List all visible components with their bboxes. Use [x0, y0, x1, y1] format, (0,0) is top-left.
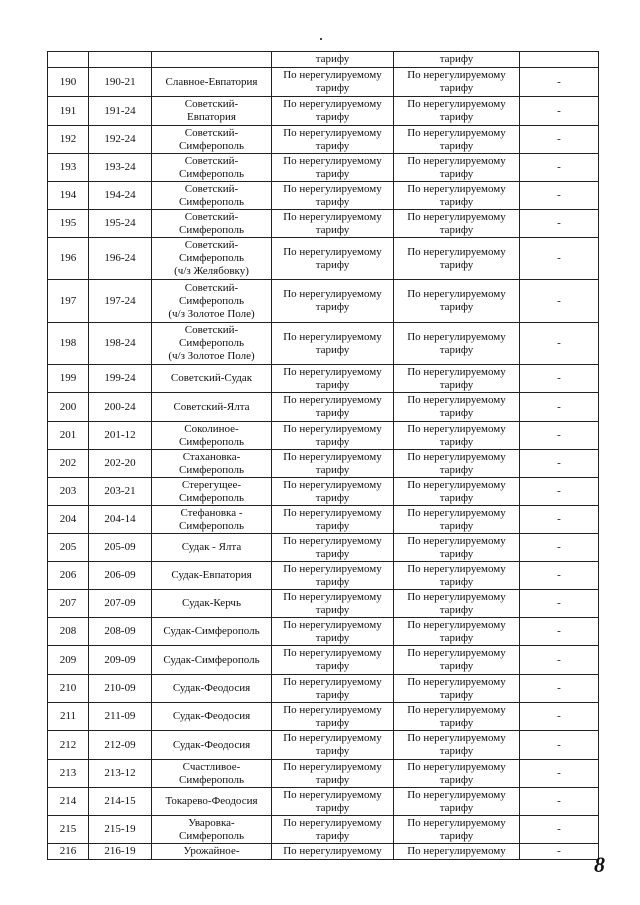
- cell-route: Судак-Симферополь: [152, 646, 272, 675]
- cell-extra: -: [520, 788, 599, 816]
- table-row: [48, 844, 599, 860]
- cell-code: 203-21: [89, 478, 152, 506]
- cell-extra: -: [520, 68, 599, 97]
- cell-num: 196: [48, 238, 89, 280]
- cell-extra: -: [520, 506, 599, 534]
- cell-tariff-2: По нерегулируемому тарифу: [394, 590, 520, 618]
- routes-table: [47, 51, 599, 860]
- table-row: [48, 618, 599, 646]
- routes-table-body: [48, 52, 599, 860]
- cell-tariff-1: По нерегулируемому тарифу: [272, 618, 394, 646]
- cell-num: 214: [48, 788, 89, 816]
- cell-code: 208-09: [89, 618, 152, 646]
- cell-extra: -: [520, 365, 599, 393]
- cell-code: 190-21: [89, 68, 152, 97]
- cell-code: [89, 52, 152, 68]
- cell-tariff-1: По нерегулируемому тарифу: [272, 562, 394, 590]
- cell-code: 204-14: [89, 506, 152, 534]
- cell-extra: -: [520, 731, 599, 760]
- cell-code: 211-09: [89, 703, 152, 731]
- table-row: [48, 393, 599, 422]
- cell-num: 191: [48, 97, 89, 126]
- cell-code: 212-09: [89, 731, 152, 760]
- cell-num: 195: [48, 210, 89, 238]
- table-row: [48, 280, 599, 323]
- cell-route: Токарево-Феодосия: [152, 788, 272, 816]
- table-row: [48, 562, 599, 590]
- cell-tariff-1: По нерегулируемому тарифу: [272, 731, 394, 760]
- cell-tariff-2: По нерегулируемому тарифу: [394, 182, 520, 210]
- cell-extra: -: [520, 182, 599, 210]
- table-row: [48, 365, 599, 393]
- cell-tariff-1: По нерегулируемому тарифу: [272, 68, 394, 97]
- cell-tariff-2: По нерегулируемому тарифу: [394, 646, 520, 675]
- cell-tariff-2: По нерегулируемому тарифу: [394, 422, 520, 450]
- cell-num: 194: [48, 182, 89, 210]
- cell-code: 209-09: [89, 646, 152, 675]
- cell-tariff-2: По нерегулируемому тарифу: [394, 562, 520, 590]
- cell-route: Судак - Ялта: [152, 534, 272, 562]
- cell-tariff-1: По нерегулируемому тарифу: [272, 154, 394, 182]
- cell-num: 201: [48, 422, 89, 450]
- cell-tariff-2: По нерегулируемому тарифу: [394, 280, 520, 323]
- cell-code: 216-19: [89, 844, 152, 860]
- cell-tariff-1: По нерегулируемому тарифу: [272, 506, 394, 534]
- table-row: [48, 788, 599, 816]
- cell-tariff-1: По нерегулируемому тарифу: [272, 210, 394, 238]
- cell-extra: -: [520, 703, 599, 731]
- cell-tariff-1: По нерегулируемому тарифу: [272, 126, 394, 154]
- cell-tariff-2: По нерегулируемому тарифу: [394, 238, 520, 280]
- cell-route: Советский- Симферополь (ч/з Золотое Поле): [152, 323, 272, 365]
- cell-route: Судак-Феодосия: [152, 731, 272, 760]
- cell-tariff-2: По нерегулируемому тарифу: [394, 68, 520, 97]
- cell-extra: -: [520, 618, 599, 646]
- cell-num: 212: [48, 731, 89, 760]
- cell-num: 197: [48, 280, 89, 323]
- cell-extra: -: [520, 646, 599, 675]
- cell-tariff-2: По нерегулируемому тарифу: [394, 450, 520, 478]
- cell-code: 214-15: [89, 788, 152, 816]
- cell-num: 215: [48, 816, 89, 844]
- table-row: [48, 703, 599, 731]
- cell-tariff-2: По нерегулируемому тарифу: [394, 393, 520, 422]
- cell-route: Судак-Симферополь: [152, 618, 272, 646]
- cell-code: 207-09: [89, 590, 152, 618]
- cell-code: 198-24: [89, 323, 152, 365]
- cell-route: Советский- Симферополь: [152, 154, 272, 182]
- cell-route: Советский- Симферополь: [152, 210, 272, 238]
- table-row: [48, 506, 599, 534]
- cell-tariff-1: По нерегулируемому тарифу: [272, 816, 394, 844]
- cell-num: 193: [48, 154, 89, 182]
- cell-tariff-2: По нерегулируемому тарифу: [394, 675, 520, 703]
- cell-num: 210: [48, 675, 89, 703]
- cell-extra: -: [520, 323, 599, 365]
- cell-tariff-2: По нерегулируемому тарифу: [394, 760, 520, 788]
- cell-tariff-2: По нерегулируемому тарифу: [394, 365, 520, 393]
- cell-tariff-2: По нерегулируемому тарифу: [394, 618, 520, 646]
- cell-num: 202: [48, 450, 89, 478]
- cell-route: Урожайное-: [152, 844, 272, 860]
- cell-tariff-1: По нерегулируемому: [272, 844, 394, 860]
- cell-code: 191-24: [89, 97, 152, 126]
- cell-route: Советский-Судак: [152, 365, 272, 393]
- cell-route: Славное-Евпатория: [152, 68, 272, 97]
- table-row: [48, 675, 599, 703]
- cell-extra: -: [520, 126, 599, 154]
- cell-extra: [520, 52, 599, 68]
- table-row: [48, 590, 599, 618]
- cell-tariff-2: По нерегулируемому: [394, 844, 520, 860]
- table-row: [48, 154, 599, 182]
- cell-tariff-2: По нерегулируемому тарифу: [394, 323, 520, 365]
- cell-tariff-1: По нерегулируемому тарифу: [272, 97, 394, 126]
- cell-tariff-2: По нерегулируемому тарифу: [394, 478, 520, 506]
- cell-tariff-2: тарифу: [394, 52, 520, 68]
- cell-num: 198: [48, 323, 89, 365]
- cell-tariff-2: По нерегулируемому тарифу: [394, 816, 520, 844]
- cell-code: 195-24: [89, 210, 152, 238]
- cell-tariff-2: По нерегулируемому тарифу: [394, 506, 520, 534]
- cell-tariff-2: По нерегулируемому тарифу: [394, 703, 520, 731]
- table-row: [48, 816, 599, 844]
- cell-tariff-1: По нерегулируемому тарифу: [272, 393, 394, 422]
- cell-extra: -: [520, 760, 599, 788]
- cell-route: Судак-Феодосия: [152, 675, 272, 703]
- cell-num: 207: [48, 590, 89, 618]
- cell-extra: -: [520, 816, 599, 844]
- cell-tariff-2: По нерегулируемому тарифу: [394, 731, 520, 760]
- cell-code: 213-12: [89, 760, 152, 788]
- cell-tariff-1: По нерегулируемому тарифу: [272, 788, 394, 816]
- cell-route: Советский-Ялта: [152, 393, 272, 422]
- cell-tariff-2: По нерегулируемому тарифу: [394, 788, 520, 816]
- cell-extra: -: [520, 154, 599, 182]
- cell-tariff-1: По нерегулируемому тарифу: [272, 534, 394, 562]
- cell-route: Судак-Феодосия: [152, 703, 272, 731]
- cell-code: 193-24: [89, 154, 152, 182]
- cell-code: 206-09: [89, 562, 152, 590]
- table-row: [48, 68, 599, 97]
- table-row: [48, 450, 599, 478]
- cell-route: Соколиное- Симферополь: [152, 422, 272, 450]
- cell-extra: -: [520, 534, 599, 562]
- table-row: [48, 210, 599, 238]
- cell-code: 201-12: [89, 422, 152, 450]
- cell-extra: -: [520, 393, 599, 422]
- cell-num: 211: [48, 703, 89, 731]
- cell-route: Советский- Симферополь: [152, 182, 272, 210]
- cell-num: 208: [48, 618, 89, 646]
- cell-tariff-2: По нерегулируемому тарифу: [394, 534, 520, 562]
- cell-num: 206: [48, 562, 89, 590]
- cell-tariff-2: По нерегулируемому тарифу: [394, 126, 520, 154]
- cell-num: 199: [48, 365, 89, 393]
- cell-extra: -: [520, 210, 599, 238]
- cell-code: 200-24: [89, 393, 152, 422]
- cell-num: 203: [48, 478, 89, 506]
- cell-num: 216: [48, 844, 89, 860]
- cell-extra: -: [520, 280, 599, 323]
- cell-num: 200: [48, 393, 89, 422]
- cell-tariff-1: тарифу: [272, 52, 394, 68]
- cell-tariff-1: По нерегулируемому тарифу: [272, 478, 394, 506]
- cell-route: Стефановка - Симферополь: [152, 506, 272, 534]
- cell-route: Судак-Керчь: [152, 590, 272, 618]
- cell-num: 213: [48, 760, 89, 788]
- table-row: [48, 97, 599, 126]
- cell-code: 196-24: [89, 238, 152, 280]
- table-row: [48, 323, 599, 365]
- cell-code: 205-09: [89, 534, 152, 562]
- cell-extra: -: [520, 675, 599, 703]
- cell-tariff-1: По нерегулируемому тарифу: [272, 323, 394, 365]
- cell-tariff-2: По нерегулируемому тарифу: [394, 154, 520, 182]
- table-row: [48, 646, 599, 675]
- cell-tariff-1: По нерегулируемому тарифу: [272, 675, 394, 703]
- cell-extra: -: [520, 422, 599, 450]
- cell-tariff-1: По нерегулируемому тарифу: [272, 238, 394, 280]
- table-row: [48, 238, 599, 280]
- cell-tariff-1: По нерегулируемому тарифу: [272, 280, 394, 323]
- continuation-row: [48, 52, 599, 68]
- cell-code: 194-24: [89, 182, 152, 210]
- cell-tariff-1: По нерегулируемому тарифу: [272, 760, 394, 788]
- cell-route: Стерегущее- Симферополь: [152, 478, 272, 506]
- cell-code: 215-19: [89, 816, 152, 844]
- cell-route: Уваровка- Симферополь: [152, 816, 272, 844]
- cell-tariff-1: По нерегулируемому тарифу: [272, 646, 394, 675]
- table-row: [48, 760, 599, 788]
- cell-extra: -: [520, 844, 599, 860]
- cell-tariff-1: По нерегулируемому тарифу: [272, 590, 394, 618]
- table-row: [48, 731, 599, 760]
- cell-extra: -: [520, 238, 599, 280]
- cell-num: 205: [48, 534, 89, 562]
- cell-route: Счастливое- Симферополь: [152, 760, 272, 788]
- cell-num: 204: [48, 506, 89, 534]
- cell-extra: -: [520, 562, 599, 590]
- cell-num: [48, 52, 89, 68]
- table-row: [48, 126, 599, 154]
- cell-route: Советский- Симферополь (ч/з Желябовку): [152, 238, 272, 280]
- cell-route: Советский- Евпатория: [152, 97, 272, 126]
- table-row: [48, 182, 599, 210]
- cell-tariff-1: По нерегулируемому тарифу: [272, 365, 394, 393]
- cell-num: 192: [48, 126, 89, 154]
- cell-route: [152, 52, 272, 68]
- cell-extra: -: [520, 450, 599, 478]
- cell-tariff-1: По нерегулируемому тарифу: [272, 450, 394, 478]
- page-number: 8: [594, 852, 605, 877]
- cell-code: 210-09: [89, 675, 152, 703]
- cell-tariff-2: По нерегулируемому тарифу: [394, 97, 520, 126]
- cell-code: 197-24: [89, 280, 152, 323]
- cell-tariff-1: По нерегулируемому тарифу: [272, 703, 394, 731]
- cell-extra: -: [520, 478, 599, 506]
- cell-tariff-1: По нерегулируемому тарифу: [272, 182, 394, 210]
- cell-tariff-1: По нерегулируемому тарифу: [272, 422, 394, 450]
- cell-extra: -: [520, 590, 599, 618]
- table-row: [48, 422, 599, 450]
- cell-route: Стахановка- Симферополь: [152, 450, 272, 478]
- cell-code: 202-20: [89, 450, 152, 478]
- cell-num: 190: [48, 68, 89, 97]
- table-row: [48, 534, 599, 562]
- scan-speck: [320, 38, 322, 40]
- cell-extra: -: [520, 97, 599, 126]
- cell-route: Советский- Симферополь: [152, 126, 272, 154]
- cell-route: Судак-Евпатория: [152, 562, 272, 590]
- cell-route: Советский- Симферополь (ч/з Золотое Поле): [152, 280, 272, 323]
- cell-code: 192-24: [89, 126, 152, 154]
- cell-code: 199-24: [89, 365, 152, 393]
- table-row: [48, 478, 599, 506]
- cell-tariff-2: По нерегулируемому тарифу: [394, 210, 520, 238]
- cell-num: 209: [48, 646, 89, 675]
